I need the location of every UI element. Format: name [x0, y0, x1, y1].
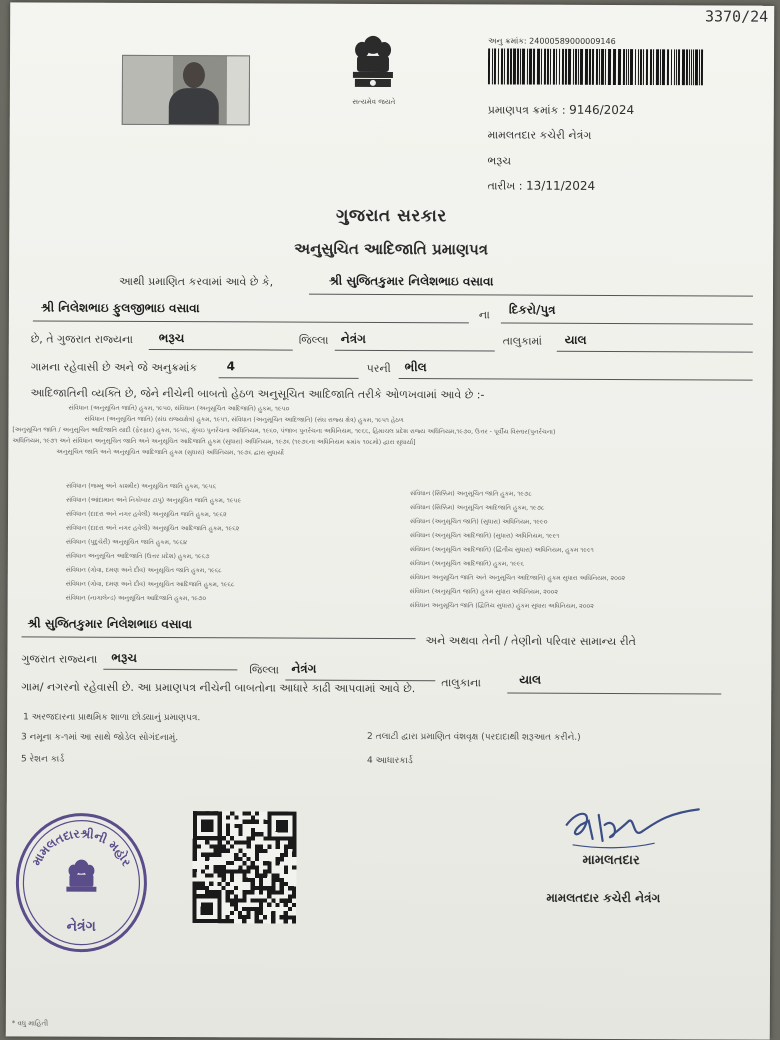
doc-item-1: 1 અરજદારના પ્રાથમિક શાળા છોડ્યાનું પ્રમાણપત્ર.: [23, 712, 201, 724]
taluka-value-2: નેત્રંગ: [291, 661, 317, 676]
signatory-title: મામલતદાર: [582, 852, 640, 869]
footer-note: * વધુ માહિતી: [11, 1019, 49, 1028]
government-heading: ગુજરાત સરકાર: [335, 205, 447, 227]
issue-date: 13/11/2024: [526, 178, 596, 193]
order-item: સંવિધાન (પુદુચેરી) અનુસૂચિત જાતિ હુકમ, ૧૯૬૪: [65, 538, 187, 547]
cert-number-label: પ્રમાણપત્ર ક્રમાંક :: [487, 103, 566, 117]
order-item: સંવિધાન અનુસૂચિત આદિજાતિ (ઉત્તર પ્રદેશ) હુકમ, ૧૯૬૭: [65, 552, 210, 561]
issue-date-label: તારીખ :: [487, 179, 523, 193]
signatory-office: મામલતદાર કચેરી નેત્રંગ: [546, 890, 661, 906]
order-item: સંવિધાન (આંદામાન અને નિકોબાર ટાપુ) અનુસૂચિત જાતિ હુકમ, ૧૯૫૯: [66, 496, 242, 505]
village-value: યાલ: [564, 332, 587, 347]
issuing-district: ભરૂચ: [487, 154, 512, 168]
serial-entry-number: 4: [226, 359, 236, 374]
office-seal: [12, 808, 151, 955]
order-item: સંવિધાન (સિક્કિમ) અનુસૂચિત જાતિ હુકમ, ૧૯૭૮: [410, 490, 532, 498]
serial-number: અનુ ક્રમાંક: 24000589000009146: [488, 36, 616, 46]
parent-name: શ્રી નિલેશભાઇ ફુલજીભાઇ વસાવા: [40, 300, 200, 316]
applicant-name-repeat: શ્રી સુજિતકુમાર નિલેશભાઇ વસાવા: [27, 616, 192, 632]
cert-number-row: [488, 102, 634, 118]
doc-item-3: 3 નમૂના ક-૧માં આ સાથે જોડેલ સોગંદનામું.: [21, 732, 179, 744]
legal-order-line: સંવિધાન (અનુસૂચિત જાતિ) (સંઘ રાજ્યક્ષેત્ર) હુકમ, ૧૯૫૧, સંવિધાન (અનુસૂચિત આદિજાતિ) (સંઘ રાજ્ય ક્ષેત્ર) હુકમ, ૧૯૫૧ હેઠળ: [84, 415, 404, 425]
emblem-motto: સત્યમેવ જયતે: [352, 97, 396, 107]
recognition-text: આદિજાતિની વ્યક્તિ છે, જેને નીચેની બાબતો હેઠળ અનુસૂચિત આદિજાતિ તરીકે ઓળખવામાં આવે છે :-: [30, 386, 485, 402]
order-item: સંવિધાન (દાદરા અને નગર હવેલી) અનુસૂચિત આદિજાતિ હુકમ, ૧૯૬૨: [65, 524, 240, 533]
taluka-value: નેત્રંગ: [340, 331, 366, 346]
doc-item-2: 2 તલાટી દ્વારા પ્રમાણિત વંશવૃક્ષ (પરદાદાથી શરૂઆત કરીને.): [367, 731, 581, 743]
handwritten-file-number: 3370/24: [704, 7, 769, 26]
issuing-office: મામલતદાર કચેરી નેત્રંગ: [487, 128, 592, 142]
order-item: સંવિધાન અનુસૂચિત જાતિ અને અનુસૂચિત આદિજાતિ) હુકમ સુધારા અધિનિયમ, ૨૦૦૨: [409, 574, 626, 583]
family-text: અને અથવા તેની / તેણીનો પરિવાર સામાન્ય રીતે: [425, 634, 636, 649]
of-label: ના: [478, 308, 490, 322]
taluka-label: તાલુકામાં: [502, 334, 543, 348]
officer-signature: [559, 805, 709, 858]
resident-of-label: છે, તે ગુજરાત રાજ્યના: [30, 332, 133, 346]
taluka-label-2: તાલુકાના: [441, 676, 481, 690]
tribe-label: પરની: [366, 361, 391, 376]
district-label-2: જિલ્લા: [249, 663, 280, 677]
legal-order-line: સંવિધાન (અનુસૂચિત જાતિ) હુકમ, ૧૯૫૦, સંવિધાન (અનુસૂચિત આદિજાતિ) હુકમ, ૧૯૫૦: [68, 404, 290, 413]
certificate-page: [6, 2, 775, 1039]
village-value-2: યાલ: [519, 672, 542, 687]
basis-text: ગામ/ નગરનો રહેવાસી છે. આ પ્રમાણપત્ર નીચેની બાબતોના આધારે કાઢી આપવામાં આવે છે.: [21, 680, 416, 696]
tribe-name: ભીલ: [404, 360, 427, 375]
order-item: સંવિધાન (નાગાલેન્ડ) અનુસૂચિત આદિજાતિ હુકમ, ૧૯૭૦: [65, 594, 207, 603]
order-item: સંવિધાન (અનુસૂચિત જાતિ) (સુધારા) અધિનિયમ, ૧૯૯૦: [409, 518, 548, 526]
order-item: સંવિધાન (અનુસૂચિત આદિજાતિ) (સુધારા) અધિનિયમ, ૧૯૯૧: [409, 532, 560, 540]
doc-item-5: 5 રેશન કાર્ડ: [20, 754, 65, 765]
issue-date-row: [487, 178, 595, 193]
seal-bottom-text: નેત્રંગ: [66, 918, 96, 935]
order-item: સંવિધાન (અનુસૂચિત આદિજાતિ) (દ્વિતીય સુધારા) અધિનિયમ, હુકમ ૧૯૯૧: [409, 546, 594, 554]
order-item: સંવિધાન (સિક્કિમ) અનુસૂચિત આદિજાતિ હુકમ, ૧૯૭૮: [410, 504, 545, 512]
applicant-name: શ્રી સુજિતકુમાર નિલેશભાઇ વસાવા: [329, 273, 494, 289]
order-item: સંવિધાન (ગોવા, દમણ અને દીવ) અનુસૂચિત આદિજાતિ હુકમ, ૧૯૬૮: [65, 580, 235, 589]
order-item: સંવિધાન (ગોવા, દમણ અને દીવ) અનુસૂચિત જાતિ હુકમ, ૧૯૬૮: [65, 566, 222, 575]
district-value-2: ભરૂચ: [111, 650, 138, 665]
national-emblem-icon: [348, 32, 398, 94]
legal-order-line: [અનુસૂચિત જાતિ / અનુસૂચિત આદિજાતિ યાદી (ફેરફાર) હુકમ, ૧૯૫૬, મુંબઇ પુનર્રચના અધિનિયમ, ૧૯૬૦, પંજાબ પુનર્રચના અધિનિયમ, ૧૯૬૬, હિમાચલ પ્રદેશ રાજ્ય અધિનિયમ,૧૯૭૦, ઉત્તર - પૂર્વીય વિસ્તાર(પુનર્રચના): [12, 426, 556, 436]
seal-top-text: મામલતદારશ્રીની મહોર: [29, 826, 134, 869]
order-item: સંવિધાન (અનુસૂચિત આદિજાતિ) હુકમ, ૧૯૯૬: [409, 560, 525, 568]
order-item: સંવિધાન (જમ્મુ અને કાશ્મીર) અનુસૂચિત જાતિ હુકમ, ૧૯૫૬: [66, 482, 217, 491]
order-item: સંવિધાન અનુસૂચિત જાતિ (દ્વિતિય સુધારા) હુકમ સુધારા અધિનિયમ, ૨૦૦૨: [409, 602, 594, 610]
doc-item-4: 4 આધારકાર્ડ: [366, 755, 413, 767]
applicant-photo: [122, 55, 250, 126]
district-label: જિલ્લા: [298, 333, 329, 347]
resident-label: ગામના રહેવાસી છે અને જે અનુક્રમાંક: [30, 360, 198, 375]
verification-qr-code[interactable]: [192, 811, 296, 923]
intro-text: આથી પ્રમાણિત કરવામાં આવે છે કે,: [119, 274, 274, 289]
order-item: સંવિધાન (દાદરા અને નગર હવેલી) અનુસૂચિત જાતિ હુકમ, ૧૯૬૨: [66, 510, 227, 519]
legal-order-line: અધિનિયમ, ૧૯૭૧ અને સંવિધાન અનુસૂચિત જાતિ અને અનુસૂચિત આદિજાતિ હુકમ (સુધારા) અધિનિયમ, ૧૯૭૬ (૧૯૭૬ના અધિનિયમ ક્રમાંક ૧૦૮મો) દ્વારા સુધાર્યા]: [12, 437, 416, 447]
relation: દિકરો/પુત્ર: [508, 302, 556, 317]
cert-number: 9146/2024: [569, 102, 635, 118]
legal-order-line: અનુસૂચિત જાતિ અને અનુસૂચિત આદિજાતિ હુકમ (સુધારા) અધિનિયમ, ૧૯૭૬ દ્વારા સુધાર્યો: [56, 448, 284, 457]
order-item: સંવિધાન (અનુસૂચિત જાતિ) હુકમ સુધારા અધિનિયમ, ૨૦૦૨: [409, 588, 559, 596]
barcode: [488, 48, 704, 85]
state-label: ગુજરાત રાજ્યના: [21, 652, 98, 666]
seal-emblem-icon: [66, 860, 96, 892]
certificate-title: અનુસુચિત આદિજાતિ પ્રમાણપત્ર: [294, 239, 489, 259]
district-value: ભરૂચ: [158, 330, 185, 346]
